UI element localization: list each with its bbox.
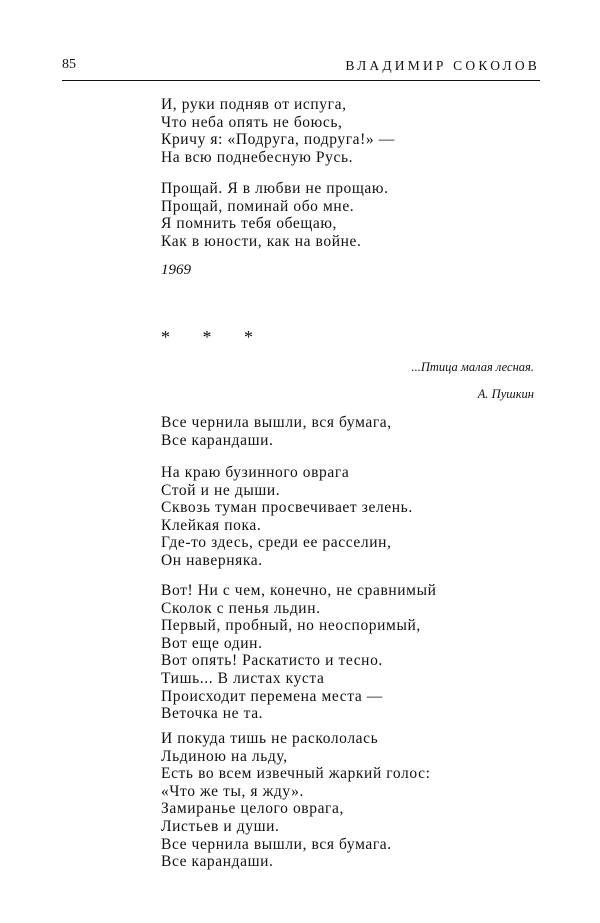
poem2-stanza-4 <box>161 730 430 871</box>
poem-line: Я помнить тебя обещаю, <box>161 215 338 233</box>
poem-line: Что неба опять не боюсь, <box>161 113 343 131</box>
poem-line: Он наверняка. <box>161 551 263 569</box>
page-header <box>62 57 540 81</box>
poem-line: Первый, пробный, но неоспоримый, <box>161 617 421 635</box>
poem1-stanza-2 <box>161 180 389 250</box>
poem-line: Кричу я: «Подруга, подруга!» — <box>161 131 395 149</box>
epigraph <box>411 360 534 402</box>
epigraph-text: ...Птица малая лесная. <box>411 360 534 374</box>
poem-line: Вот опять! Раскатисто и тесно. <box>161 652 383 670</box>
poem-line: На всю поднебесную Русь. <box>161 148 354 166</box>
poem-line: Замиранье целого оврага, <box>161 800 344 818</box>
poem-date: 1969 <box>161 262 191 278</box>
section-separator: * * * <box>161 327 267 347</box>
poem-line: Стой и не дыши. <box>161 481 281 499</box>
poem-line: Где-то здесь, среди ее расселин, <box>161 534 392 552</box>
header-rule <box>62 80 540 81</box>
poem-line: Все карандаши. <box>161 431 274 449</box>
epigraph-author: А. Пушкин <box>477 387 534 401</box>
poem-line: И покуда тишь не раскололась <box>161 730 379 747</box>
poem-line: Как в юности, как на войне. <box>161 232 362 250</box>
poem-line: Сколок с пенья льдин. <box>161 599 321 617</box>
poem-line: Все карандаши. <box>161 853 274 871</box>
poem2-stanza-2 <box>161 464 413 570</box>
poem-line: Листьев и души. <box>161 817 280 835</box>
running-title: ВЛАДИМИР СОКОЛОВ <box>345 58 540 73</box>
poem-line: Веточка не та. <box>161 705 264 723</box>
poem-line: Вот! Ни с чем, конечно, не сравнимый <box>161 582 437 599</box>
poem-line: Тишь... В листах куста <box>161 669 325 687</box>
poem-line: Есть во всем извечный жаркий голос: <box>161 765 431 783</box>
poem-line: На краю бузинного оврага <box>161 464 350 481</box>
poem-line: Льдиною на льду, <box>161 747 288 765</box>
poem2-stanza-1 <box>161 414 392 449</box>
poem-line: Прощай, поминай обо мне. <box>161 197 355 215</box>
poem-line: Сквозь туман просвечивает зелень. <box>161 499 413 517</box>
poem-line: Происходит перемена места — <box>161 687 383 705</box>
poem1-stanza-1 <box>161 96 395 166</box>
poem-line: Вот еще один. <box>161 634 263 652</box>
poem-line: Клейкая пока. <box>161 516 262 534</box>
poem-line: И, руки подняв от испуга, <box>161 96 347 113</box>
poem2-stanza-3 <box>161 582 437 723</box>
poem-line: Все чернила вышли, вся бумага, <box>161 414 392 431</box>
poem-line: Все чернила вышли, вся бумага. <box>161 835 392 853</box>
poem-line: Прощай. Я в любви не прощаю. <box>161 180 389 197</box>
poem-line: «Что же ты, я жду». <box>161 782 304 800</box>
page-number: 85 <box>62 57 76 72</box>
